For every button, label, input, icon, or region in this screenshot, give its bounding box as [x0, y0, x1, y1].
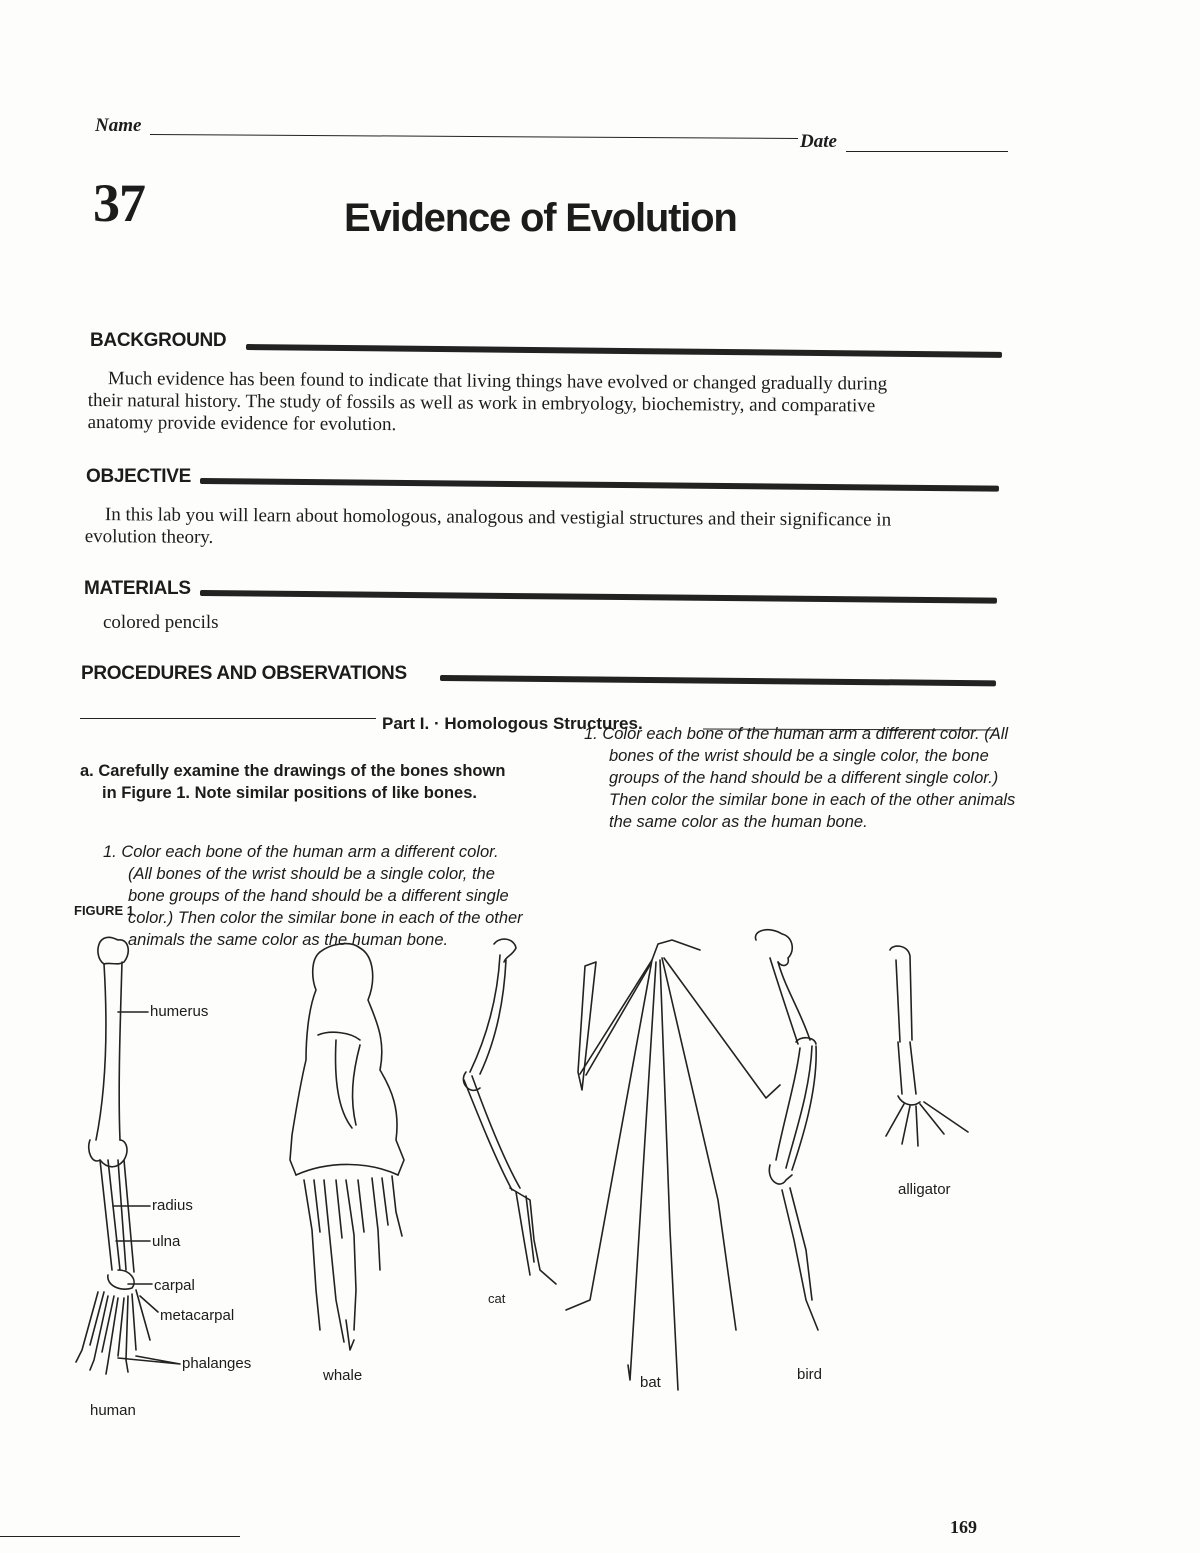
label-whale: whale — [323, 1367, 363, 1384]
alligator-leg-drawing — [886, 946, 968, 1146]
instruction-step-1-continued: 1. Color each bone of the human arm a different color. (All bones of the wrist should be a single color, the bone groups of the hand should be a different single color.) Then color the similar bone in each of the other animals the same color as the human bone. — [584, 725, 1016, 831]
procedures-heading: PROCEDURES AND OBSERVATIONS — [81, 663, 407, 684]
bottom-edge-line — [0, 1536, 240, 1537]
label-metacarpal: metacarpal — [160, 1307, 235, 1324]
label-ulna: ulna — [152, 1233, 181, 1250]
label-radius: radius — [152, 1197, 193, 1214]
page-title: Evidence of Evolution — [344, 196, 737, 240]
label-carpal: carpal — [154, 1277, 195, 1294]
bird-wing-drawing — [755, 930, 818, 1330]
label-phalanges: phalanges — [182, 1355, 252, 1372]
part-title: Part I. · Homologous Structures. — [382, 714, 643, 733]
label-alligator: alligator — [898, 1181, 951, 1198]
chapter-number: 37 — [93, 173, 145, 233]
bat-wing-drawing — [566, 940, 780, 1390]
label-human: human — [90, 1402, 136, 1419]
page-number: 169 — [950, 1517, 977, 1537]
label-cat: cat — [488, 1291, 506, 1306]
background-heading: BACKGROUND — [90, 330, 227, 351]
whale-flipper-drawing — [290, 944, 404, 1350]
instruction-a: a. Carefully examine the drawings of the bones shown in Figure 1. Note similar positions of like bones. — [80, 762, 506, 802]
materials-heading: MATERIALS — [84, 578, 191, 599]
materials-text: colored pencils — [103, 612, 219, 633]
figure-label: FIGURE 1 — [74, 903, 134, 918]
date-label: Date — [800, 131, 837, 152]
cat-leg-drawing — [463, 939, 556, 1284]
objective-text: In this lab you will learn about homologous, analogous and vestigial structures and their significance in evolution theory. — [84, 504, 892, 548]
label-bat: bat — [640, 1374, 661, 1391]
background-text: Much evidence has been found to indicate that living things have evolved or changed gradually during their natural history. The study of fossils as well as work in embryology, biochemistry, and comparative anatomy provide evidence for evolution. — [87, 368, 888, 436]
human-arm-drawing — [76, 937, 150, 1374]
label-bird: bird — [797, 1366, 823, 1383]
objective-heading: OBJECTIVE — [86, 466, 191, 487]
name-label: Name — [95, 115, 142, 136]
instruction-step-1: 1. Color each bone of the human arm a different color. (All bones of the wrist should be a single color, the bone groups of the hand should be a different single color.) Then color the similar bone in each of the other animals the same color as the human bone. — [103, 843, 523, 949]
label-humerus: humerus — [150, 1003, 209, 1020]
